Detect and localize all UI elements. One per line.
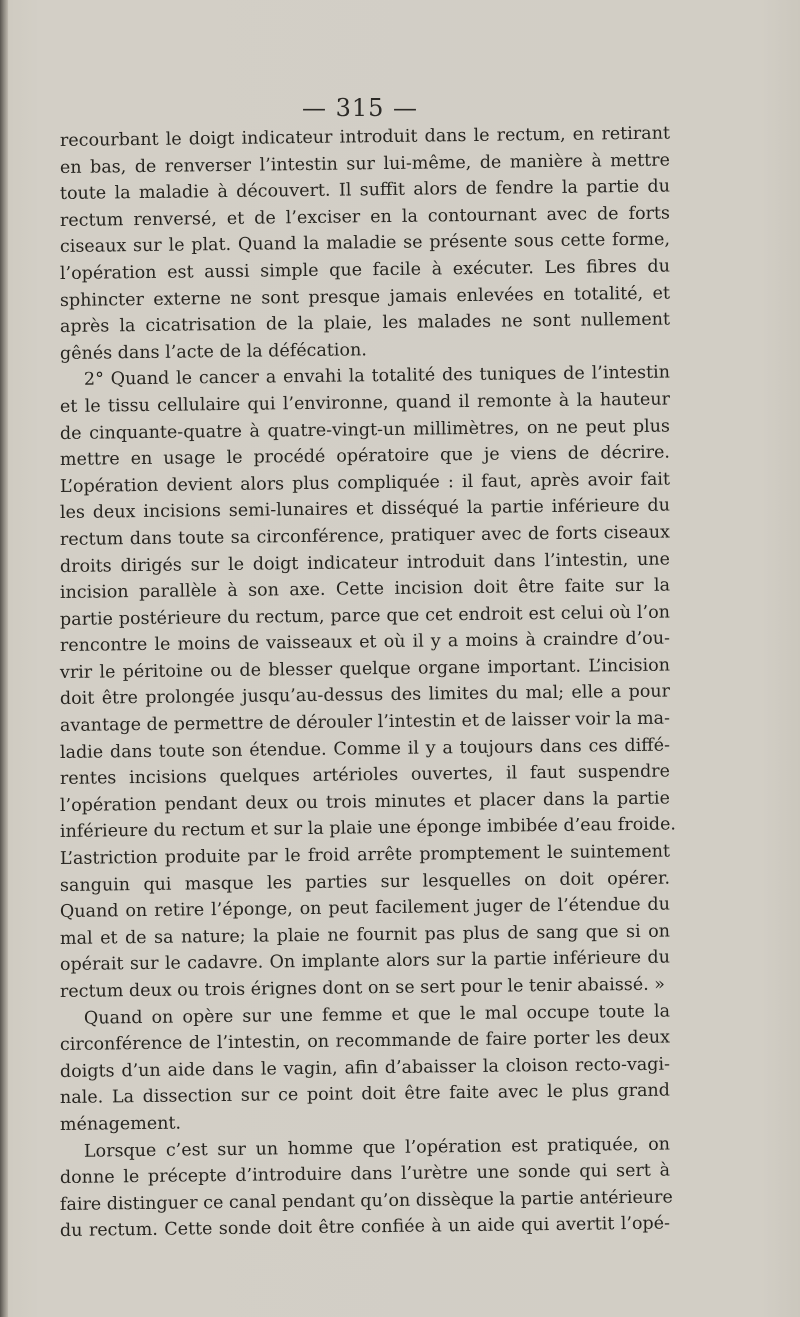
text-line: L’astriction produite par le froid arrête promptement le suintement — [59, 841, 671, 870]
text-line: faire distinguer ce canal pendant qu’on dissèque la partie antérieure — [59, 1187, 673, 1215]
text-line: circonférence de l’intestin, on recommande de faire porter les deux — [59, 1027, 671, 1056]
text-line: droits dirigés sur le doigt indicateur introduit dans l’intestin, une — [59, 549, 671, 577]
text-line: les deux incisions semi-lunaires et disséqué la partie inférieure du — [59, 495, 671, 524]
text-line: inférieure du rectum et sur la plaie une éponge imbibée d’eau froide. — [59, 814, 677, 843]
text-line: avantage de permettre de dérouler l’intestin et de laisser voir la ma- — [59, 708, 671, 737]
text-line: Quand on opère sur une femme et que le mal occupe toute la — [83, 1001, 671, 1029]
text-line: incision parallèle à son axe. Cette incision doit être faite sur la — [59, 575, 671, 604]
text-line: recourbant le doigt indicateur introduit dans le rectum, en retirant — [59, 123, 671, 151]
text-line: du rectum. Cette sonde doit être confiée à un aide qui avertit l’opé- — [59, 1213, 671, 1242]
text-line: toute la maladie à découvert. Il suffit alors de fendre la partie du — [59, 176, 671, 205]
text-line: nale. La dissection sur ce point doit être faite avec le plus grand — [59, 1080, 671, 1109]
text-line: mettre en usage le procédé opératoire que je viens de décrire. — [59, 442, 671, 471]
text-line: sphincter externe ne sont presque jamais enlevées en totalité, et — [59, 283, 671, 311]
text-line: rectum dans toute sa circonférence, pratiquer avec de forts ciseaux — [59, 522, 671, 550]
text-line: doit être prolongée jusqu’au-dessus des limites du mal; elle a pour — [59, 682, 671, 710]
text-line: sanguin qui masque les parties sur lesquelles on doit opérer. — [59, 868, 671, 896]
text-line: donne le précepte d’introduire dans l’urètre une sonde qui sert à — [59, 1160, 671, 1189]
text-line: après la cicatrisation de la plaie, les malades ne sont nullement — [59, 309, 671, 338]
text-line: l’opération pendant deux ou trois minutes et placer dans la partie — [59, 788, 671, 816]
text-line: rectum renversé, et de l’exciser en la contournant avec de forts — [59, 203, 671, 231]
text-line: Quand on retire l’éponge, on peut facilement juger de l’étendue du — [59, 894, 671, 923]
text-line: Lorsque c’est sur un homme que l’opération est pratiquée, on — [83, 1134, 671, 1162]
text-line: rectum deux ou trois érignes dont on se sert pour le tenir abaissé. » — [59, 974, 666, 1002]
text-line: ciseaux sur le plat. Quand la maladie se présente sous cette forme, — [59, 229, 671, 258]
text-line: doigts d’un aide dans le vagin, afin d’abaisser la cloison recto-vagi- — [59, 1054, 671, 1082]
text-line: partie postérieure du rectum, parce que cet endroit est celui où l’on — [59, 602, 671, 630]
text-line: ladie dans toute son étendue. Comme il y a toujours dans ces diffé- — [59, 735, 671, 763]
body-text — [59, 123, 677, 1245]
text-line: opérait sur le cadavre. On implante alors sur la partie inférieure du — [59, 947, 671, 976]
book-binding-edge — [0, 0, 8, 1317]
text-line: de cinquante-quatre à quatre-vingt-un millimètres, on ne peut plus — [59, 416, 671, 444]
text-line: mal et de sa nature; la plaie ne fournit pas plus de sang que si on — [59, 921, 671, 949]
text-line: vrir le péritoine ou de blesser quelque organe important. L’incision — [59, 655, 671, 683]
text-line: en bas, de renverser l’intestin sur lui-même, de manière à mettre — [59, 150, 671, 178]
page-number: — 315 — — [301, 94, 419, 122]
text-line: 2° Quand le cancer a envahi la totalité des tuniques de l’intestin — [83, 362, 671, 391]
text-line: L’opération devient alors plus compliquée : il faut, après avoir fait — [59, 469, 671, 497]
text-line: ménagement. — [59, 1113, 182, 1135]
text-line: rencontre le moins de vaisseaux et où il y a moins à craindre d’ou- — [59, 628, 671, 657]
text-line: et le tissu cellulaire qui l’environne, quand il remonte à la hauteur — [59, 389, 671, 417]
text-line: gênés dans l’acte de la défécation. — [59, 340, 367, 364]
text-line: l’opération est aussi simple que facile à exécuter. Les fibres du — [59, 256, 671, 284]
text-line: rentes incisions quelques artérioles ouvertes, il faut suspendre — [59, 761, 671, 790]
